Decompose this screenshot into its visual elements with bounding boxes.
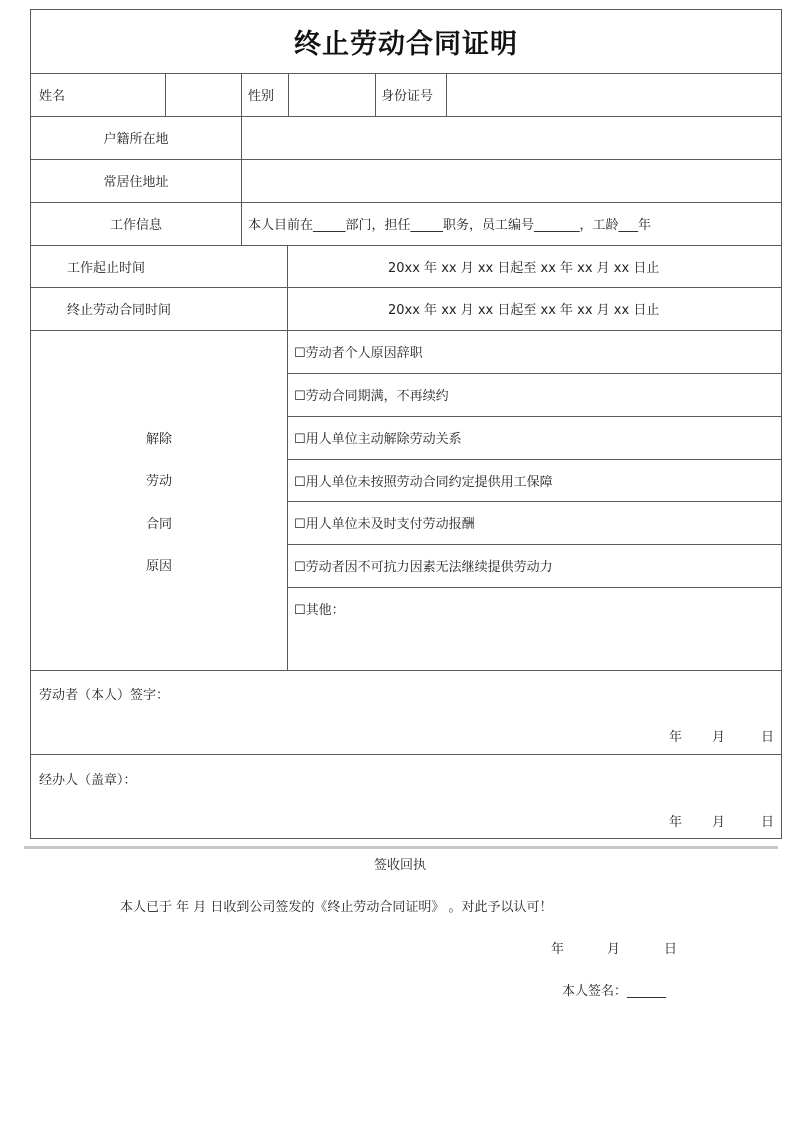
reason-option-other[interactable]: ☐其他： <box>294 603 345 618</box>
divider-line <box>31 670 781 671</box>
reason-option-force-majeure[interactable]: ☐劳动者因不可抗力因素无法继续提供劳动力 <box>294 560 553 575</box>
residence-label: 常居住地址 <box>103 175 169 190</box>
reason-label-line: 劳动 <box>145 474 172 489</box>
name-field[interactable] <box>171 73 237 116</box>
reason-option-contract-expired[interactable]: ☐劳动合同期满，不再续约 <box>294 389 449 404</box>
reason-option-no-labor-protection[interactable]: ☐用人单位未按照劳动合同约定提供用工保障 <box>294 474 553 490</box>
worker-sign-year: 年 <box>669 730 683 745</box>
reason-option-unpaid-wages[interactable]: ☐用人单位未及时支付劳动报酬 <box>294 517 475 532</box>
id-number-field[interactable] <box>453 73 777 116</box>
worker-signature-label: 劳动者（本人）签字： <box>39 688 170 703</box>
divider-line <box>446 73 447 116</box>
residence-field[interactable] <box>247 159 777 202</box>
divider-line <box>288 73 289 116</box>
divider-line <box>241 73 242 116</box>
work-period-value[interactable]: 20xx 年 xx 月 xx 日起至 xx 年 xx 月 xx 日止 <box>388 260 660 276</box>
work-info-text[interactable]: 本人目前在_____部门，担任_____职务，员工编号_______，工龄___年 <box>248 218 652 233</box>
termination-period-label: 终止劳动合同时间 <box>67 303 172 318</box>
gender-field[interactable] <box>293 73 371 116</box>
receipt-year: 年 <box>551 942 565 957</box>
id-number-label: 身份证号 <box>381 89 434 104</box>
handler-stamp-label: 经办人（盖章）： <box>39 773 137 788</box>
handler-sign-day: 日 <box>761 815 775 830</box>
worker-sign-day: 日 <box>761 730 775 745</box>
reason-option-personal-resignation[interactable]: ☐劳动者个人原因辞职 <box>294 346 423 361</box>
reason-label-line: 原因 <box>145 559 172 574</box>
worker-sign-month: 月 <box>712 730 726 745</box>
divider-line <box>165 73 166 116</box>
handler-sign-year: 年 <box>669 815 683 830</box>
receipt-month: 月 <box>607 942 621 957</box>
termination-certificate-form <box>30 9 782 839</box>
termination-period-value[interactable]: 20xx 年 xx 月 xx 日起至 xx 年 xx 月 xx 日止 <box>388 303 660 318</box>
receipt-day: 日 <box>664 942 678 957</box>
work-period-label: 工作起止时间 <box>67 260 146 276</box>
name-label: 姓名 <box>39 89 66 104</box>
handler-sign-month: 月 <box>712 815 726 830</box>
receipt-title: 签收回执 <box>373 858 426 873</box>
document-title: 终止劳动合同证明 <box>294 29 518 60</box>
reason-option-employer-termination[interactable]: ☐用人单位主动解除劳动关系 <box>294 432 462 447</box>
reason-label-line: 合同 <box>145 517 172 532</box>
divider-line <box>375 73 376 116</box>
receipt-signature[interactable]: 本人签名：______ <box>562 984 667 999</box>
receipt-separator <box>24 846 778 849</box>
gender-label: 性别 <box>248 89 275 104</box>
receipt-statement: 本人已于 年 月 日收到公司签发的《终止劳动合同证明》 。对此予以认可！ <box>120 900 553 915</box>
household-label: 户籍所在地 <box>103 132 169 147</box>
divider-line <box>31 754 781 755</box>
divider-line <box>241 116 242 245</box>
reason-label-line: 解除 <box>145 432 172 447</box>
work-info-label: 工作信息 <box>109 218 162 233</box>
household-field[interactable] <box>247 116 777 159</box>
